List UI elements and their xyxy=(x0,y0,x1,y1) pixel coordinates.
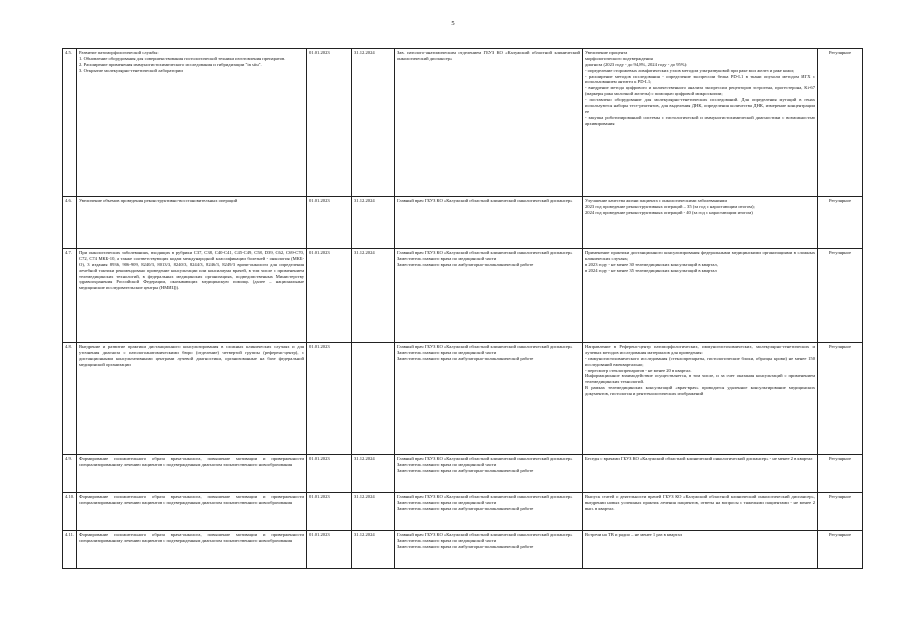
row-number: 4.11. xyxy=(63,531,77,569)
result-cell-line: Встречи на ТВ и радио – не менее 1 раз в квартал xyxy=(585,532,682,537)
result-cell-line: Выпуск статей о деятельности врачей ГБУЗ КО «Калужский областной клинический онкологический диспансер», внедрении новых успешных практик лечения пациентов, ответы на вопросы с тяжелыми пациентами - не менее 2 вып. в квартал. xyxy=(585,494,815,511)
event-cell-line: При онкологических заболеваниях, входящих в рубрики С37, С38, С40-С41, С45-С49, С58, D39, С62, С69-С70, С72, С74 МКБ-10, а также соответствующих кодам международной классификации болезней - онкология (МКБ-О), 3 издания 8936, 906-909, 8240/3, 8013/3, 8240/3, 8244/3, 8246/3, 8249/3 врачи-онкологи для определения лечебной тактики рекомендовано проведение консультации или консилиума врачей, в том числе с применением телемедицинских технологий, в федеральных медицинских организациях, подведомственных Министерству здравоохранения Российской Федерации, оказывающих медицинскую помощь (далее – национальные медицинские исследовательские центры (НМИЦ)). xyxy=(79,250,304,291)
event-cell xyxy=(77,49,307,197)
result-cell-line: В рамках телемедицинских консультаций «врач-врач» проводится удаленное консультирование медицинских документов, гистология и рентгенологических изображений xyxy=(585,385,815,396)
result-cell-line: Беседы с врачами ГБУЗ КО «Калужский областной клинический онкологический диспансер» - не менее 2 в квартал xyxy=(585,456,813,461)
result-cell-line: Информационное взаимодействие осуществляется, в том числе, и за счет оказания консультаций с применением телемедицинских технологий. xyxy=(585,373,815,385)
end-date: 31.12.2024 xyxy=(352,197,395,249)
event-cell xyxy=(77,493,307,531)
event-cell-line: 1. Обновление оборудования для совершенствования гистологической техники изготовления препаратов. xyxy=(79,55,286,61)
result-cell-line: в 2023 году - не менее 30 телемедицинских консультаций в квартал, xyxy=(585,261,718,267)
result-cell xyxy=(583,249,818,343)
event-cell xyxy=(77,249,307,343)
row-number: 4.9. xyxy=(63,455,77,493)
result-cell xyxy=(583,531,818,569)
responsible-cell-line: Заместитель главного врача по амбулаторно-поликлинической работе xyxy=(397,505,534,511)
result-cell xyxy=(583,197,818,249)
result-cell-line: 2024 год проведение реконструктивных операций - 40 (за год с нарастающим итогом) xyxy=(585,209,753,215)
responsible-cell-line: Заместитель главного врача по амбулаторно-поликлинической работе xyxy=(397,467,534,473)
responsible-cell-line: Заместитель главного врача по амбулаторно-поликлинической работе xyxy=(397,355,534,361)
responsible-cell xyxy=(395,493,583,531)
result-cell-line: морфологического подтверждения xyxy=(585,55,653,61)
result-cell xyxy=(583,343,818,455)
responsible-cell-line: Заместитель главного врача по медицинской части xyxy=(397,461,497,467)
periodicity-cell: Регулярное xyxy=(818,343,863,455)
periodicity-cell: Регулярное xyxy=(818,197,863,249)
plan-table xyxy=(62,48,863,569)
responsible-cell-line: Главный врач ГБУЗ КО «Калужский областной клинический онкологический диспансер» xyxy=(397,344,573,349)
result-cell-line: - определение сторожевых лимфатических узлов методом ультразвуковой при раке мол желез и раке кожи; xyxy=(585,67,795,73)
result-cell-line: Увеличение процента xyxy=(585,50,628,55)
responsible-cell-line: Заместитель главного врача по медицинской части xyxy=(397,255,497,261)
result-cell-line: 2023 год проведение реконструктивных операций – 35 (за год с нарастающим итогом); xyxy=(585,203,755,209)
responsible-cell-line: Заместитель главного врача по амбулаторно-поликлинической работе xyxy=(397,543,534,549)
result-cell-line: диагноза (2023 году - до 94,8%, 2024 году - до 95%): xyxy=(585,61,688,67)
result-cell-line: - пересмотр стеклопрепаратов - не менее 20 в квартал. xyxy=(585,367,692,373)
event-cell xyxy=(77,343,307,455)
start-date: 01.01.2023 xyxy=(307,49,352,197)
start-date: 01.01.2023 xyxy=(307,493,352,531)
start-date: 01.01.2023 xyxy=(307,249,352,343)
event-cell-line: 2. Расширение применения иммуногистохимического исследования и гибридизации "in situ". xyxy=(79,61,262,67)
end-date: 31.12.2024 xyxy=(352,531,395,569)
end-date: 31.12.2024 xyxy=(352,49,395,197)
end-date: 31.12.2024 xyxy=(352,249,395,343)
result-cell-line: - иммуногистохимического исследования (стеклопрепараты, гистологические блоки, образцы крови) не менее 150 исследований ежеквартально; xyxy=(585,355,815,367)
responsible-cell-line: Заместитель главного врача по медицинской части xyxy=(397,537,497,543)
responsible-cell-line: Заместитель главного врача по медицинской части xyxy=(397,349,497,355)
page-number: 5 xyxy=(451,20,455,27)
table-row xyxy=(63,455,863,493)
end-date: 31.12.2024 xyxy=(352,455,395,493)
responsible-cell-line: Заместитель главного врача по медицинской части xyxy=(397,499,497,505)
event-cell-line: Внедрение и развитие практики дистанционного консультирования в сложных клинических случаях и для уточнения диагноза с патологоанатомическими бюро (отделение) четвертой группы (референс-центр), с дистанционными консультативными центрами лучевой диагностики, организованные на базе федеральной медицинской организации xyxy=(79,344,304,367)
end-date xyxy=(352,343,395,455)
result-cell-line: - поставлено оборудование для молекулярно-генетических исследований. Для определения мутаций в генах используются наборы тест-реагентов, для выделения ДНК, определения количества ДНК, измерение концентрации ее xyxy=(585,97,815,114)
event-cell xyxy=(77,531,307,569)
responsible-cell-line: Зав. патолого-анатомическим отделением ГБУЗ КО «Калужский областной клинический онкологический диспансер» xyxy=(397,50,580,61)
table-row xyxy=(63,49,863,197)
responsible-cell xyxy=(395,197,583,249)
plan-table-body xyxy=(63,49,863,569)
periodicity-cell: Регулярное xyxy=(818,455,863,493)
responsible-cell-line: Главный врач ГБУЗ КО «Калужский областной клинический онкологический диспансер» xyxy=(397,532,573,537)
responsible-cell xyxy=(395,531,583,569)
event-cell xyxy=(77,197,307,249)
result-cell-line: в 2024 году - не менее 35 телемедицинских консультаций в квартал xyxy=(585,267,717,273)
responsible-cell-line: Главный врач ГБУЗ КО «Калужский областной клинический онкологический диспансер» xyxy=(397,494,573,499)
periodicity-cell: Регулярное xyxy=(818,49,863,197)
responsible-cell-line: Главный врач ГБУЗ КО «Калужский областной клинический онкологический диспансер» xyxy=(397,198,573,203)
row-number: 4.10. xyxy=(63,493,77,531)
row-number: 4.6. xyxy=(63,197,77,249)
event-cell-line: 3. Открытие молекулярно-генетической лаборатории xyxy=(79,67,183,73)
row-number: 4.7. xyxy=(63,249,77,343)
start-date: 01.01.2023 xyxy=(307,343,352,455)
result-cell-line: - расширение методов исследования - определение экспрессии белка PD-L1 в ткани опухоли методом ИГХ с использованием антител к PD-L1; xyxy=(585,73,815,85)
end-date: 31.12.2024 xyxy=(352,493,395,531)
event-cell-line: Формирование положительного образа врача-онколога, повышение мотивации и приверженности специализированному лечению пациентов с подтвержденным диагнозом злокачественного новообразования xyxy=(79,494,304,505)
event-cell-line: Формирование положительного образа врача-онколога, повышение мотивации и приверженности специализированному лечению пациентов с подтвержденным диагнозом злокачественного новообразования xyxy=(79,532,304,543)
responsible-cell-line: Заместитель главного врача по амбулаторно-поликлинической работе xyxy=(397,261,534,267)
row-number: 4.5. xyxy=(63,49,77,197)
responsible-cell-line: Главный врач ГБУЗ КО «Калужский областной клинический онкологический диспансер» xyxy=(397,250,573,255)
start-date: 01.01.2023 xyxy=(307,531,352,569)
responsible-cell xyxy=(395,49,583,197)
responsible-cell xyxy=(395,343,583,455)
result-cell-line: - внедрение метода цифрового и количественного анализа экспрессии рецепторов эстрогена, прогестерона, Ki-67 (маркеры рака молочной железы) с помощью цифровой микроскопии; xyxy=(585,85,815,97)
periodicity-cell: Регулярное xyxy=(818,493,863,531)
result-cell xyxy=(583,455,818,493)
result-cell xyxy=(583,493,818,531)
result-cell-line: Направление в Референс-центр патоморфологических, иммуногистохимических, молекулярно-генетических и лучевых методов исследования материалов для проведения: xyxy=(585,344,815,355)
result-cell xyxy=(583,49,818,197)
table-row xyxy=(63,531,863,569)
event-cell-line: Увеличение объемов проведения реконструктивно-восстановительных операций xyxy=(79,198,238,203)
responsible-cell xyxy=(395,455,583,493)
table-row xyxy=(63,343,863,455)
result-cell-line: - закупка роботизированной системы с гистологической и иммуногистохимической диагностики с возможностью архивирования xyxy=(585,114,815,126)
event-cell xyxy=(77,455,307,493)
result-cell-line: Улучшение качества жизни пациента с онкологическими заболеваниями xyxy=(585,198,727,203)
table-row xyxy=(63,249,863,343)
event-cell-line: Формирование положительного образа врача-онколога, повышение мотивации и приверженности специализированному лечению пациентов с подтвержденным диагнозом злокачественного новообразования xyxy=(79,456,304,467)
table-row xyxy=(63,197,863,249)
start-date: 01.01.2023 xyxy=(307,455,352,493)
row-number: 4.8. xyxy=(63,343,77,455)
periodicity-cell: Регулярное xyxy=(818,531,863,569)
event-cell-line: Развитие патоморфологической службы: xyxy=(79,50,159,55)
result-cell-line: Применение практики дистанционного консультирования федеральными медицинскими организациями в сложных клинических случаях; xyxy=(585,250,815,261)
periodicity-cell: Регулярное xyxy=(818,249,863,343)
responsible-cell-line: Главный врач ГБУЗ КО «Калужский областной клинический онкологический диспансер» xyxy=(397,456,573,461)
start-date: 01.01.2023 xyxy=(307,197,352,249)
responsible-cell xyxy=(395,249,583,343)
table-row xyxy=(63,493,863,531)
